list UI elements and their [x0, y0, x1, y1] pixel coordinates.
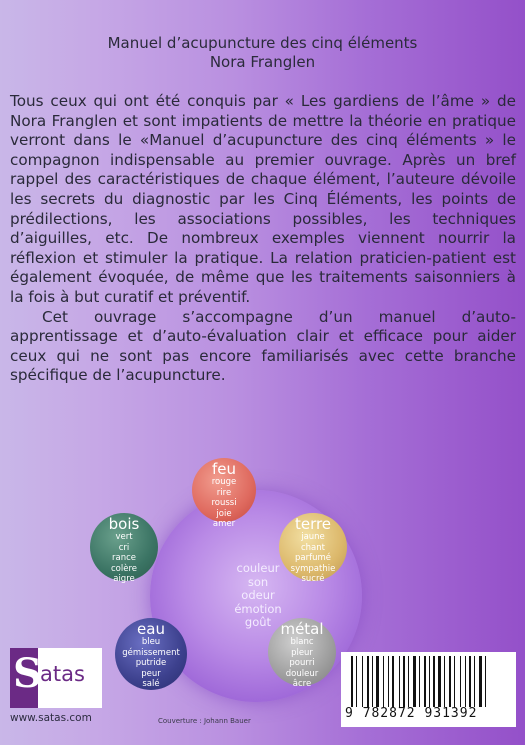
- blurb: [10, 92, 516, 386]
- barcode-bar: [452, 656, 453, 707]
- element-word: joie: [216, 508, 232, 519]
- barcode-bar: [380, 656, 382, 707]
- element-word: colère: [110, 563, 137, 574]
- blurb-paragraph-1: Tous ceux qui ont été conquis par « Les gardiens de l’âme » de Nora Franglen et sont impatients de mettre la théorie en pratique verront dans le «Manuel d’acupuncture des cinq éléments » le compagnon indispensable au premier ouvrage. Après un bref rappel des caractéristiques de chaque élément, l’auteure dévoile les secrets du diagnostic par les Cinq Éléments, les points de prédilections, les associations possibles, les techniques d’aiguilles, etc. De nombreux exemples viennent nourrir la réflexion et stimuler la pratique. La relation praticien-patient est également évoquée, de même que les traitements saisonniers à la fois à but curatif et préventif.: [10, 92, 516, 306]
- element-title: métal: [280, 620, 324, 638]
- element-metal: [268, 618, 336, 689]
- barcode-bar: [444, 656, 445, 707]
- barcode-bar: [351, 656, 353, 707]
- barcode-bar: [417, 656, 418, 707]
- barcode-bar: [356, 656, 357, 707]
- barcode-bar: [449, 656, 451, 707]
- element-word: amer: [212, 519, 236, 529]
- barcode-bar: [429, 656, 430, 707]
- barcode-bar: [376, 656, 379, 707]
- barcode-bar: [395, 656, 398, 707]
- cover-credit: Couverture : Johann Bauer: [158, 717, 251, 725]
- barcode-bar: [456, 656, 459, 707]
- barcode-bar: [358, 656, 361, 707]
- barcode-bar: [460, 656, 461, 707]
- element-word: jaune: [301, 532, 325, 542]
- element-word: pourri: [289, 658, 315, 668]
- publisher-logo: [10, 648, 102, 708]
- isbn-barcode: [341, 652, 516, 727]
- barcode-bar: [479, 656, 482, 707]
- barcode-bar: [419, 656, 420, 707]
- element-terre: [279, 513, 347, 584]
- barcode-bar: [469, 656, 471, 707]
- element-word: pleur: [291, 647, 313, 658]
- element-eau: [115, 618, 187, 690]
- barcode-bar: [385, 656, 387, 707]
- barcode-bar: [421, 656, 423, 707]
- element-word: sympathie: [290, 563, 336, 574]
- blurb-paragraph-2: Cet ouvrage s’accompagne d’un manuel d’auto-apprentissage et d’auto-évaluation clair et efficace pour aider ceux qui ne sont pas encore familiarisés avec cette branche spécifique de l’acupuncture.: [10, 307, 516, 385]
- center-label: goût: [244, 615, 272, 629]
- barcode-bar: [413, 656, 416, 707]
- element-word: sucré: [301, 574, 325, 584]
- barcode-bar: [367, 656, 369, 707]
- element-word: putride: [135, 658, 167, 668]
- element-word: rire: [216, 487, 232, 498]
- barcode-bar: [476, 656, 478, 707]
- barcode-bar: [372, 656, 373, 707]
- barcode-bar: [403, 656, 405, 707]
- barcode-bar: [354, 656, 355, 707]
- barcode-bar: [433, 656, 435, 707]
- five-elements-diagram: [88, 458, 363, 708]
- element-word: roussi: [211, 498, 237, 508]
- element-word: parfumé: [295, 553, 331, 563]
- logo-mark: [10, 648, 42, 708]
- barcode-bar: [487, 656, 489, 707]
- element-bois: [90, 513, 158, 584]
- barcode-bar: [483, 656, 484, 707]
- element-word: salé: [142, 679, 160, 689]
- title-block: [0, 34, 525, 72]
- barcode-bar: [431, 656, 432, 707]
- barcode-bar: [390, 656, 391, 707]
- element-word: gémissement: [122, 647, 180, 658]
- barcode-bar: [438, 656, 441, 707]
- barcode-bar: [427, 656, 428, 707]
- barcode-bar: [370, 656, 371, 707]
- barcode-bar: [446, 656, 448, 707]
- logo-letter: S: [13, 650, 42, 697]
- barcode-bar: [472, 656, 473, 707]
- barcode-bar: [388, 656, 389, 707]
- element-word: rance: [112, 553, 136, 563]
- barcode-bar: [408, 656, 409, 707]
- element-word: rouge: [211, 477, 237, 487]
- barcode-bar: [383, 656, 384, 707]
- element-word: bleu: [141, 637, 161, 647]
- center-label: émotion: [234, 601, 282, 616]
- barcode-bar: [474, 656, 475, 707]
- element-title: bois: [108, 515, 140, 533]
- element-feu: [192, 458, 256, 529]
- element-title: eau: [137, 620, 165, 638]
- element-word: vert: [115, 532, 133, 542]
- barcode-bar: [362, 656, 363, 707]
- barcode-bar: [454, 656, 455, 707]
- center-label: couleur: [236, 561, 280, 575]
- barcode-bar: [485, 656, 486, 707]
- barcode-digits: 9 782872 931392: [345, 706, 478, 721]
- element-word: chant: [301, 542, 325, 553]
- barcode-bar: [374, 656, 375, 707]
- barcode-bar: [465, 656, 466, 707]
- element-word: aigre: [113, 574, 135, 584]
- element-word: douleur: [285, 668, 319, 679]
- barcode-bar: [392, 656, 394, 707]
- barcode-bar: [467, 656, 468, 707]
- barcode-bars: [351, 656, 501, 707]
- book-title: Manuel d’acupuncture des cinq éléments: [107, 34, 418, 52]
- barcode-bar: [410, 656, 412, 707]
- barcode-bar: [406, 656, 407, 707]
- center-label: odeur: [241, 588, 275, 602]
- barcode-bar: [401, 656, 402, 707]
- barcode-bar: [436, 656, 437, 707]
- barcode-bar: [399, 656, 400, 707]
- element-word: âcre: [292, 679, 312, 689]
- publisher-website: www.satas.com: [10, 712, 92, 724]
- barcode-bar: [364, 656, 366, 707]
- book-author: Nora Franglen: [209, 53, 316, 71]
- element-word: blanc: [290, 637, 314, 647]
- center-label: son: [247, 574, 269, 589]
- barcode-bar: [424, 656, 426, 707]
- logo-text: atas: [40, 662, 85, 686]
- element-word: peur: [141, 668, 161, 679]
- barcode-bar: [462, 656, 464, 707]
- element-title: terre: [294, 515, 332, 533]
- element-word: cri: [118, 542, 130, 553]
- barcode-bar: [442, 656, 443, 707]
- element-title: feu: [211, 460, 237, 478]
